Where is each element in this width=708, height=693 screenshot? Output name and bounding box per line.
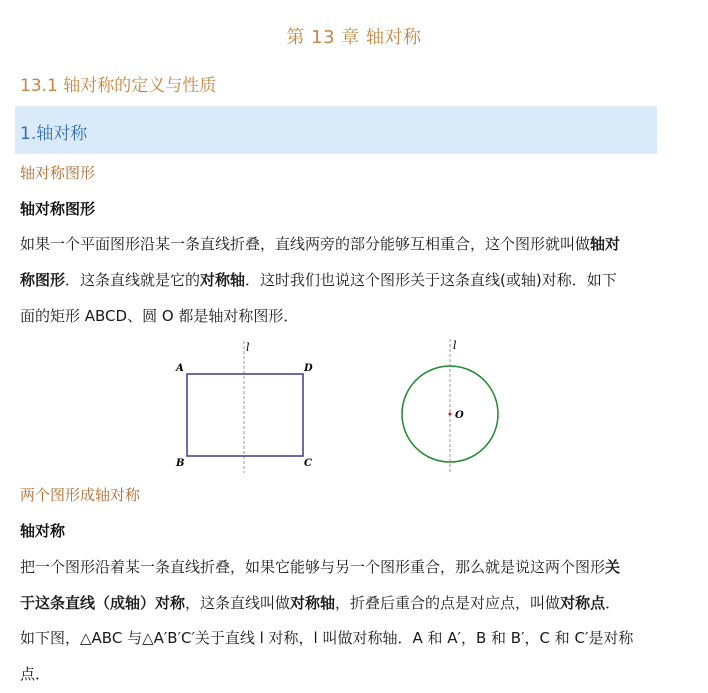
- bold-term: 关: [605, 558, 621, 576]
- paragraph-line: [20, 592, 620, 613]
- text-span: ．这时我们也说这个图形关于这条直线(或轴)对称．如下: [245, 271, 617, 289]
- section-banner: [15, 106, 657, 154]
- banner-title: 1.轴对称: [20, 124, 88, 144]
- chapter-title: 第 13 章 轴对称: [286, 27, 422, 48]
- subtitle-axisymmetric-figure: 轴对称图形: [20, 164, 96, 182]
- figure-area: [0, 335, 708, 480]
- paragraph-line: [20, 627, 633, 648]
- paragraph-line: [20, 233, 620, 254]
- text-span: 如下图，△ABC 与△A′B′C′关于直线 l 对称，l 叫做对称轴．A 和 A′，B 和 B′，C 和 C′是对称: [20, 629, 634, 647]
- subtitle-two-figures-symmetric: 两个图形成轴对称: [20, 486, 141, 504]
- bold-term: 对称点: [560, 594, 606, 612]
- circle-center-point: [449, 413, 452, 416]
- text-span: ．这条直线就是它的: [65, 271, 201, 289]
- label-d: D: [304, 363, 313, 374]
- text-span: 面的矩形 ABCD、圆 O 都是轴对称图形．: [20, 307, 299, 325]
- label-c: C: [304, 458, 312, 469]
- paragraph-line: [20, 556, 620, 577]
- text-span: ．: [605, 594, 621, 612]
- term-axial-symmetry: 轴对称: [20, 522, 66, 540]
- label-a: A: [176, 363, 184, 374]
- rect-axis-label: l: [246, 341, 250, 354]
- label-o: O: [455, 410, 464, 421]
- paragraph-line: [20, 663, 50, 684]
- paragraph-line: [20, 305, 298, 326]
- paragraph-line: [20, 269, 617, 290]
- section-title: 13.1 轴对称的定义与性质: [20, 76, 217, 96]
- label-b: B: [176, 458, 185, 469]
- bold-term: 于这条直线（成轴）对称: [20, 594, 186, 612]
- bold-term: 轴对: [590, 235, 621, 253]
- circle-axis-label: l: [453, 339, 457, 352]
- bold-term: 称图形: [20, 271, 66, 289]
- text-span: 把一个图形沿着某一条直线折叠，如果它能够与另一个图形重合，那么就是说这两个图形: [20, 558, 606, 576]
- bold-term: 对称轴: [290, 594, 336, 612]
- text-span: ，这条直线叫做: [185, 594, 291, 612]
- rectangle-abcd: [187, 374, 303, 456]
- text-span: ，折叠后重合的点是对应点，叫做: [335, 594, 561, 612]
- term-axisymmetric-figure: 轴对称图形: [20, 200, 96, 218]
- text-span: 如果一个平面图形沿某一条直线折叠，直线两旁的部分能够互相重合，这个图形就叫做: [20, 235, 591, 253]
- bold-term: 对称轴: [200, 271, 246, 289]
- text-span: 点．: [20, 665, 51, 683]
